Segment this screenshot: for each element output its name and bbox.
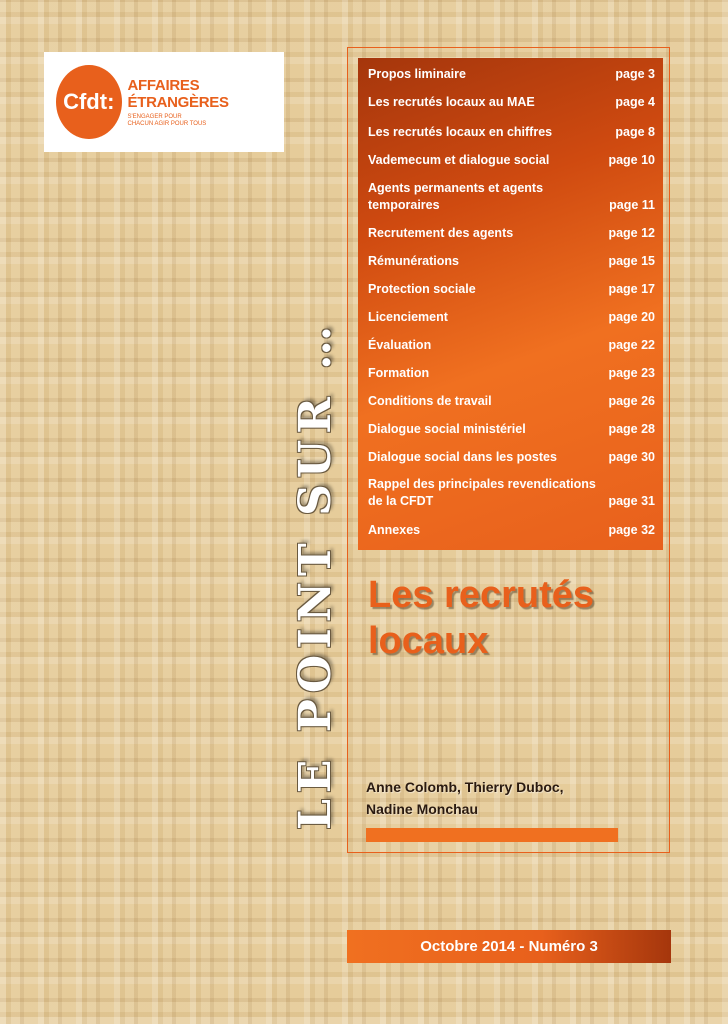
toc-item: Les recrutés locaux au MAE page 4 xyxy=(368,95,655,109)
toc-item: Recrutement des agents page 12 xyxy=(368,226,655,240)
cfdt-logo-mark: Cfdt: xyxy=(56,65,122,139)
series-title: LE POINT SUR … xyxy=(290,319,341,830)
logo-title: AFFAIRES ÉTRANGÈRES xyxy=(127,76,229,111)
toc-item: Vademecum et dialogue social page 10 xyxy=(368,153,655,167)
toc-item: Conditions de travail page 26 xyxy=(368,394,655,408)
toc-item: Licenciement page 20 xyxy=(368,310,655,324)
issue-date-banner: Octobre 2014 - Numéro 3 xyxy=(347,930,671,963)
logo-tagline: S'ENGAGER POUR CHACUN AGIR POUR TOUS xyxy=(127,113,207,127)
authors-line-1: Anne Colomb, Thierry Duboc, xyxy=(366,779,564,795)
toc-item: Rémunérations page 15 xyxy=(368,254,655,268)
toc-item: Les recrutés locaux en chiffres page 8 xyxy=(368,125,655,139)
authors-line-2: Nadine Monchau xyxy=(366,801,479,817)
toc-item: Agents permanents et agents temporaires page 11 xyxy=(368,181,655,212)
authors xyxy=(366,776,626,820)
toc-item: Dialogue social dans les postes page 30 xyxy=(368,450,655,464)
toc-item: Annexes page 32 xyxy=(368,523,655,537)
toc-item: Propos liminaire page 3 xyxy=(368,67,655,81)
toc-item: Rappel des principales revendications de la CFDT page 31 xyxy=(368,477,655,508)
toc-item: Dialogue social ministériel page 28 xyxy=(368,422,655,436)
toc-item: Formation page 23 xyxy=(368,366,655,380)
author-underline-bar xyxy=(366,828,618,842)
toc-item: Évaluation page 22 xyxy=(368,338,655,352)
title-line-1: Les recrutés xyxy=(368,574,595,616)
cfdt-logo xyxy=(44,52,284,152)
document-title xyxy=(368,572,658,664)
toc-item: Protection sociale page 17 xyxy=(368,282,655,296)
table-of-contents xyxy=(358,58,663,550)
title-line-2: locaux xyxy=(368,620,489,662)
